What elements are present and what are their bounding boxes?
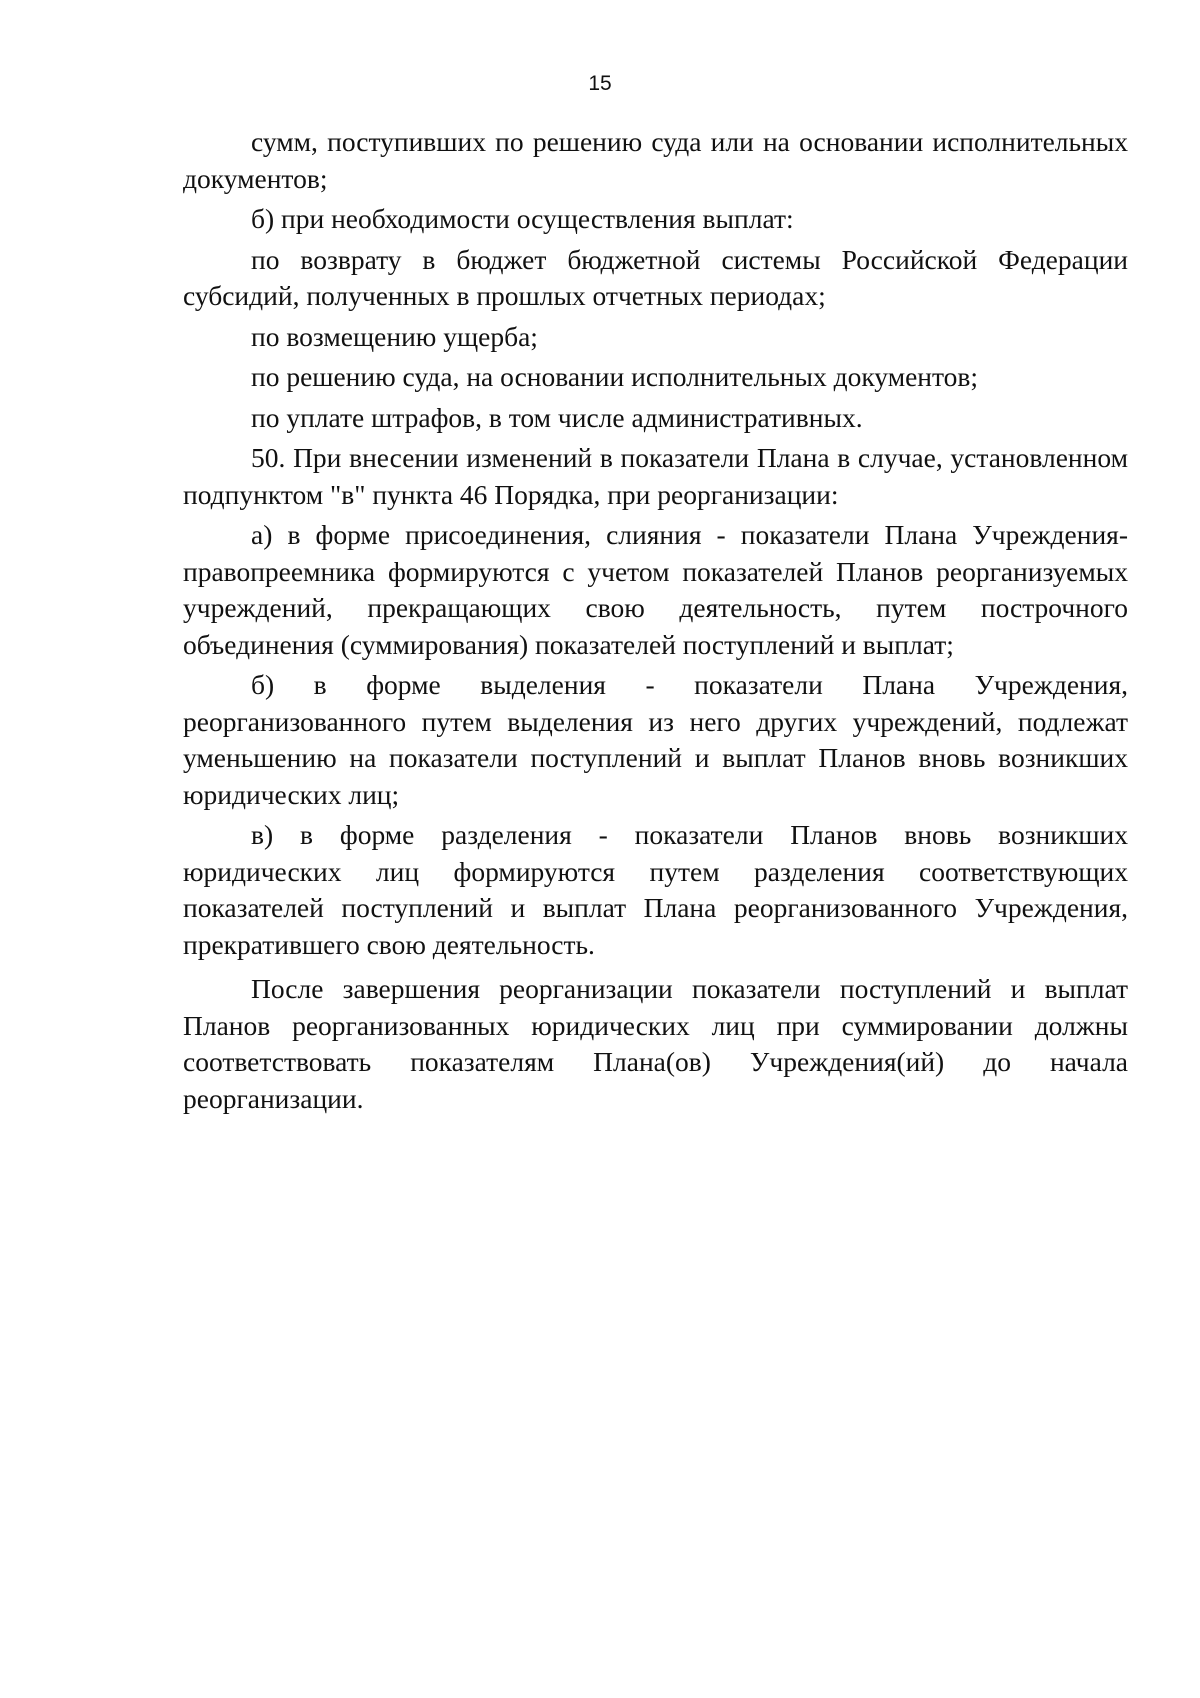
paragraph: сумм, поступивших по решению суда или на основании исполнительных документов; — [183, 126, 1128, 194]
paragraph: После завершения реорганизации показатели поступлений и выплат Планов реорганизованных юридических лиц при суммировании должны соответствовать показателям Плана(ов) Учреждения(ий) до начала реорганизации. — [183, 973, 1128, 1114]
paragraph-item-50: 50. При внесении изменений в показатели Плана в случае, установленном подпунктом "в" пункта 46 Порядка, при реорганизации: — [183, 442, 1128, 510]
paragraph-subitem-a: а) в форме присоединения, слияния - показатели Плана Учреждения-правопреемника формируются с учетом показателей Планов реорганизуемых учреждений, прекращающих свою деятельность, путем построчного объединения (суммирования) показателей поступлений и выплат; — [183, 519, 1128, 660]
document-body — [183, 124, 1128, 1117]
paragraph: по возмещению ущерба; — [251, 320, 538, 352]
paragraph-subitem-v: в) в форме разделения - показатели Планов вновь возникших юридических лиц формируются путем разделения соответствующих показателей поступлений и выплат Плана реорганизованного Учреждения, прекратившего свою деятельность. — [183, 819, 1128, 960]
paragraph: по решению суда, на основании исполнительных документов; — [251, 361, 979, 392]
paragraph: б) при необходимости осуществления выплат: — [251, 203, 794, 234]
page-number: 15 — [588, 72, 612, 95]
paragraph: по уплате штрафов, в том числе административных. — [251, 401, 863, 433]
paragraph: по возврату в бюджет бюджетной системы Российской Федерации субсидий, полученных в прошлых отчетных периодах; — [183, 243, 1128, 311]
paragraph-subitem-b: б) в форме выделения - показатели Плана Учреждения, реорганизованного путем выделения из него других учреждений, подлежат уменьшению на показатели поступлений и выплат Планов вновь возникших юридических лиц; — [183, 669, 1128, 810]
